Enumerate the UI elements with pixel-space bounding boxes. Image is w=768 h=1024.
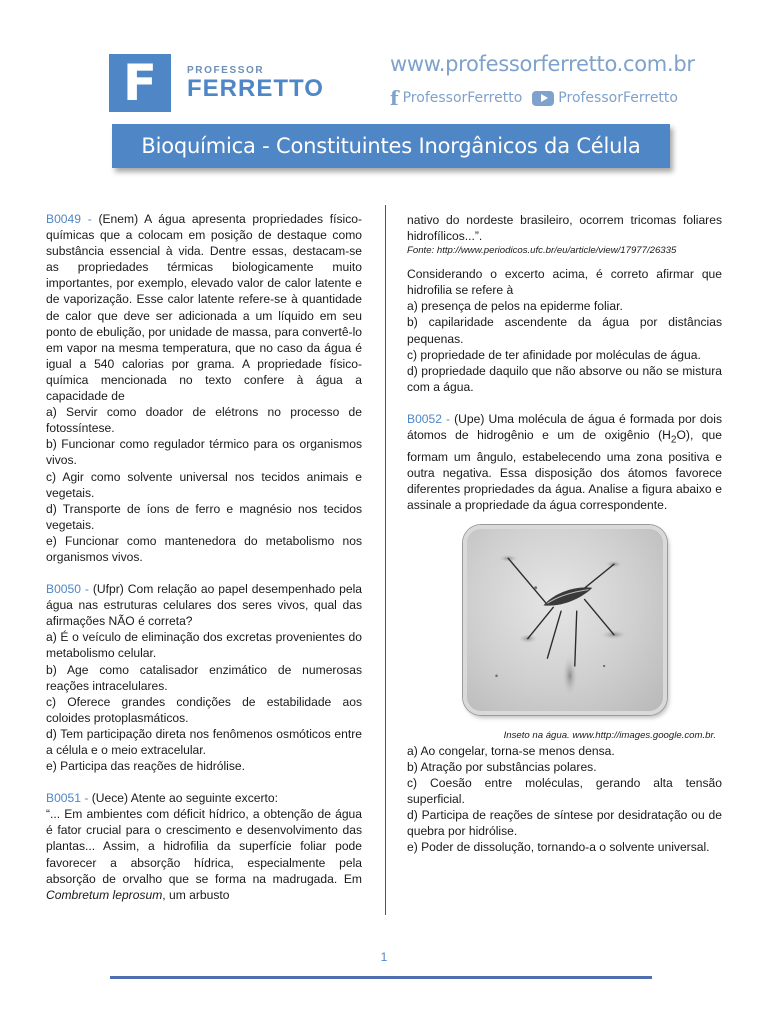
option-b: b) capilaridade ascendente da água por distâncias pequenas. [407,315,722,346]
question-code: B0050 - [46,582,89,597]
option-c: c) Coesão entre moléculas, gerando alta tensão superficial. [407,776,722,807]
option-a: a) É o veículo de eliminação dos excretas provenientes do metabolismo celular. [46,630,362,661]
option-d: d) Participa de reações de síntese por desidratação ou de quebra por hidrólise. [407,808,722,839]
water-strider-illustration [467,529,663,711]
question-b0052-stem: B0052 - (Upe) Uma molécula de água é formada por dois átomos de hidrogênio e um de oxigênio $(H_2O)$, que formam um ângulo, estabelecendo uma zona positiva e outra negativa. Essa disposição dos átomos favorece diferentes propriedades da água. Analise a figura abaixo e assinale a propriedade da água correspondente. [407,411,723,512]
question-b0051-prompt: Considerando o excerto acima, é correto afirmar que hidrofilia se refere à [407,267,722,298]
page-number: 1 [380,950,388,964]
excerpt-continuation: nativo do nordeste brasileiro, ocorrem tricomas foliares hidrofílicos...”. [407,213,722,244]
social-links [390,86,678,110]
column-divider [385,205,386,915]
logo-badge [109,54,171,112]
right-column [407,212,722,856]
species-name: Combretum leprosum [46,887,163,902]
photo-caption: Inseto na água. www.http://images.google.com.br. [503,729,716,741]
question-b0050-stem: B0050 - (Ufpr) Com relação ao papel desempenhado pela água nas estruturas celulares dos seres vivos, qual das afirmações NÃO é correta? [46,582,362,629]
insect-on-water-photo [463,525,667,715]
question-b0051-stem: B0051 - (Uece) Atente ao seguinte excerto: [46,791,278,806]
footer-rule [110,976,652,979]
excerpt-source: Fonte: http://www.periodicos.ufc.br/eu/article/view/17977/26335 [407,245,677,257]
option-e: e) Funcionar como mantenedora do metabolismo nos organismos vivos. [46,533,362,564]
option-a: a) presença de pelos na epiderme foliar. [407,299,623,314]
option-e: e) Poder de dissolução, tornando-a o solvente universal. [407,840,710,855]
option-c: c) propriedade de ter afinidade por moléculas de água. [407,347,701,362]
option-c: c) Oferece grandes condições de estabilidade aos coloides protoplasmáticos. [46,694,362,725]
facebook-handle[interactable]: ProfessorFerretto [402,90,523,106]
brand-small: PROFESSOR [187,65,265,76]
youtube-handle[interactable]: ProfessorFerretto [558,90,678,106]
page-title: Bioquímica - Constituintes Inorgânicos da Célula [141,134,641,158]
brand-logo [109,54,324,112]
option-d: d) propriedade daquilo que não absorve ou não se mistura com a água. [407,363,722,394]
left-column [46,211,362,903]
logo-letter: F [122,54,158,112]
subscript-2: 2 [670,434,677,446]
excerpt-quote: “... Em ambientes com déficit hídrico, a obtenção de água é fator crucial para o crescimento e desenvolvimento das plantas... Assim, a hidrofilia da superfície foliar pode favorecer a absorção hídrica, especialmente pela absorção de orvalho que se forma na madrugada. Em Combretum leprosum, um arbusto [46,807,362,902]
option-d: d) Tem participação direta nos fenômenos osmóticos entre a célula e o meio extracelular. [46,726,362,757]
brand-big: FERRETTO [187,75,324,102]
question-code: B0049 - [46,212,92,226]
question-code: B0052 - [407,411,451,426]
youtube-icon [532,91,554,106]
option-a: a) Ao congelar, torna-se menos densa. [407,743,615,758]
option-d: d) Transporte de íons de ferro e magnésio nos tecidos vegetais. [46,501,362,532]
option-e: e) Participa das reações de hidrólise. [46,759,245,774]
title-banner [112,124,670,168]
option-b: b) Age como catalisador enzimático de numerosas reações intracelulares. [46,662,362,693]
option-a: a) Servir como doador de elétrons no processo de fotossíntese. [46,405,362,436]
website-link[interactable]: www.professorferretto.com.br [390,52,695,76]
question-code: B0051 - [46,791,89,806]
brand-text [187,65,324,101]
option-c: c) Agir como solvente universal nos tecidos animais e vegetais. [46,469,362,500]
facebook-icon: f [390,86,399,110]
option-b: b) Funcionar como regulador térmico para os organismos vivos. [46,437,362,468]
question-b0049-stem: B0049 - (Enem) A água apresenta propriedades físico-químicas que a colocam em posição de destaque como substância essencial à vida. Dentre essas, destacam-se as propriedades térmicas biologicamente muito importantes, por exemplo, elevado valor de calor latente e de vaporização. Esse calor latente refere-se à quantidade de calor que deve ser adicionada a um líquido em seu ponto de ebulição, por unidade de massa, para convertê-lo em vapor na mesma temperatura, que no caso da água é igual a 540 calorias por grama. A propriedade físico-química mencionada no texto confere à água a capacidade de [46,212,362,404]
option-b: b) Atração por substâncias polares. [407,760,597,774]
